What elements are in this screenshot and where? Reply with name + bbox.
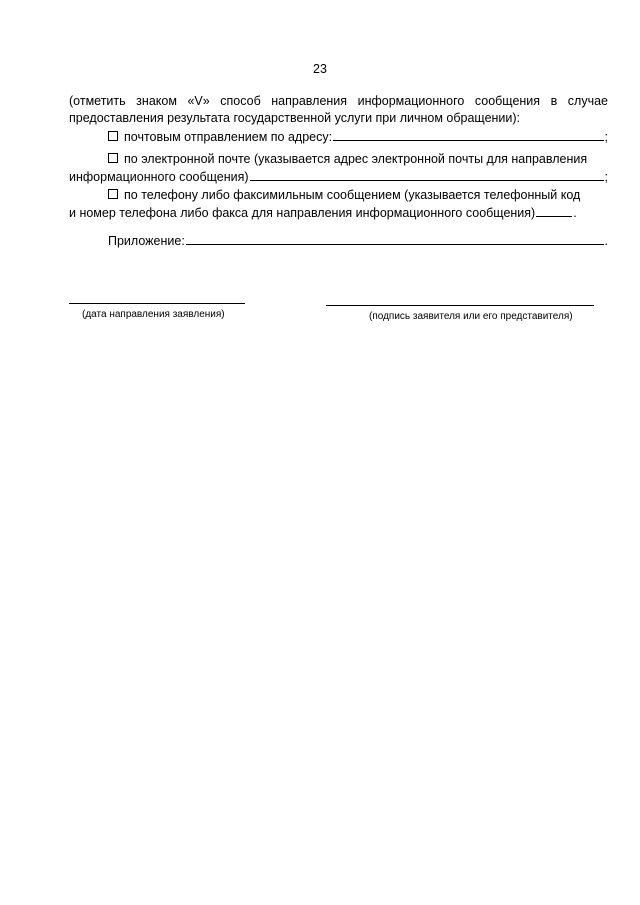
instruction-text (69, 93, 608, 127)
postal-label: почтовым отправлением по адресу: (124, 130, 333, 144)
postal-address-field[interactable] (333, 128, 603, 141)
phone-label-cont: и номер телефона либо факса для направления информационного сообщения) (69, 206, 536, 220)
attachment-end-mark: . (604, 234, 608, 248)
option-phone (69, 187, 608, 222)
date-caption: (дата направления заявления) (82, 309, 225, 320)
email-label-cont: информационного сообщения) (69, 170, 249, 184)
email-end-mark: ; (604, 170, 608, 184)
option-email (69, 151, 608, 186)
postal-checkbox[interactable] (108, 131, 118, 141)
postal-end-mark: ; (604, 130, 608, 144)
date-line[interactable] (69, 303, 245, 304)
instruction-line-2: предоставления результата государственной услуги при личном обращении): (69, 111, 521, 125)
page-number: 23 (313, 62, 327, 76)
signature-caption: (подпись заявителя или его представителя) (369, 311, 573, 322)
signature-line[interactable] (326, 305, 594, 306)
attachment-row (69, 232, 608, 250)
attachment-field[interactable] (186, 232, 604, 245)
phone-checkbox[interactable] (108, 189, 118, 199)
phone-number-field[interactable] (536, 204, 572, 217)
email-address-field[interactable] (250, 168, 604, 181)
email-label: по электронной почте (указывается адрес электронной почты для направления (124, 152, 588, 166)
instruction-line-1: (отметить знаком «V» способ направления информационного сообщения в случае (69, 94, 608, 108)
phone-end-mark: . (573, 206, 577, 220)
email-checkbox[interactable] (108, 153, 118, 163)
phone-label: по телефону либо факсимильным сообщением (указывается телефонный код (124, 188, 581, 202)
option-postal (69, 128, 608, 146)
attachment-label: Приложение: (108, 234, 185, 248)
